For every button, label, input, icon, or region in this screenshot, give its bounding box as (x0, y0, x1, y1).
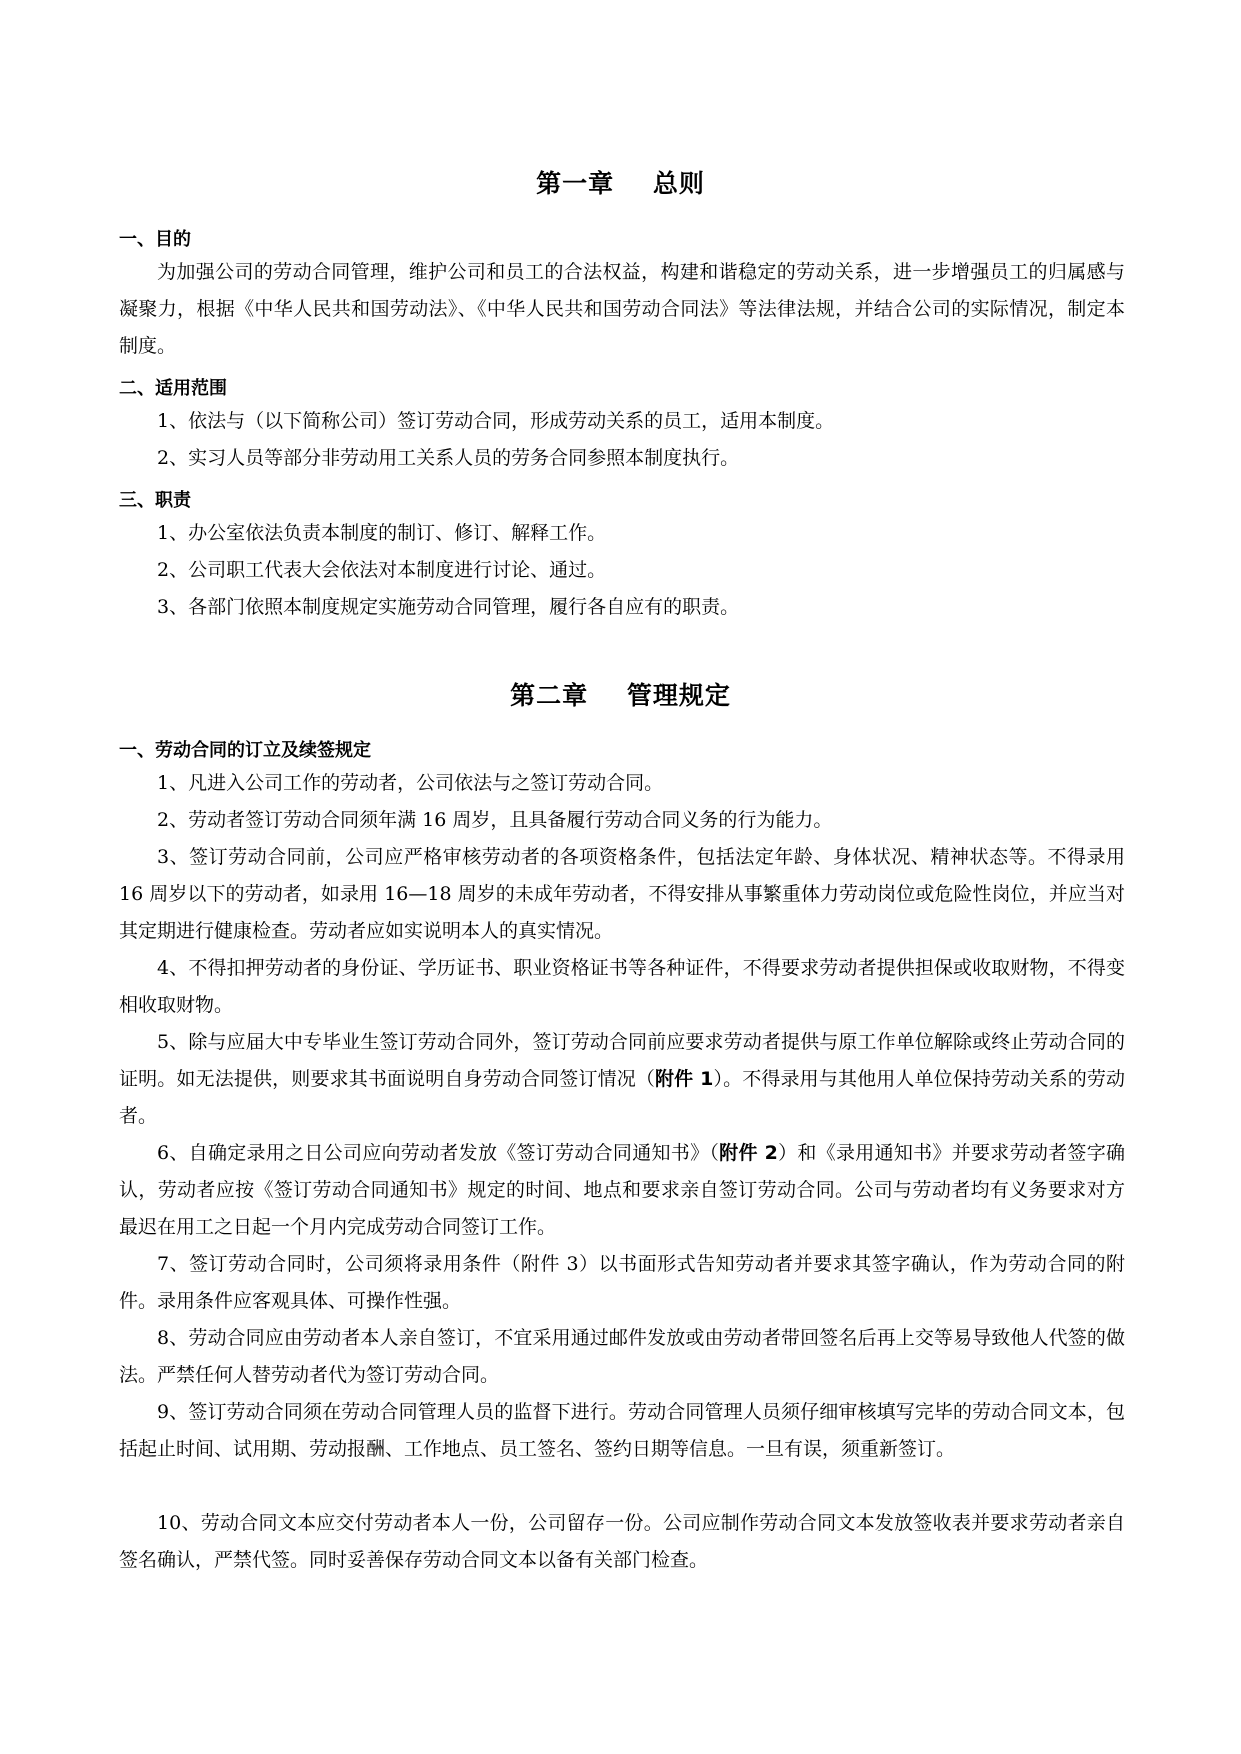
paragraph-rule-9: 9、签订劳动合同须在劳动合同管理人员的监督下进行。劳动合同管理人员须仔细审核填写完毕的劳动合同文本，包括起止时间、试用期、劳动报酬、工作地点、员工签名、签约日期等信息。一旦有误，须重新签订。 (119, 1401, 1125, 1460)
section-heading-duties: 三、职责 (119, 490, 191, 511)
paragraph-scope-2: 2、实习人员等部分非劳动用工关系人员的劳务合同参照本制度执行。 (157, 447, 740, 469)
paragraph-duties-2: 2、公司职工代表大会依法对本制度进行讨论、通过。 (157, 559, 607, 581)
attachment-2-ref: 附件 2 (719, 1142, 778, 1164)
paragraph-rule-1: 1、凡进入公司工作的劳动者，公司依法与之签订劳动合同。 (157, 772, 664, 794)
section-heading-contract-rules: 一、劳动合同的订立及续签规定 (119, 740, 371, 761)
section-heading-scope: 二、适用范围 (119, 378, 227, 399)
paragraph-rule-8: 8、劳动合同应由劳动者本人亲自签订，不宜采用通过邮件发放或由劳动者带回签名后再上交等易导致他人代签的做法。严禁任何人替劳动者代为签订劳动合同。 (119, 1327, 1125, 1386)
paragraph-rule-2: 2、劳动者签订劳动合同须年满 16 周岁，且具备履行劳动合同义务的行为能力。 (157, 809, 833, 831)
paragraph-duties-3: 3、各部门依照本制度规定实施劳动合同管理，履行各自应有的职责。 (157, 596, 740, 618)
paragraph-purpose: 为加强公司的劳动合同管理，维护公司和员工的合法权益，构建和谐稳定的劳动关系，进一步增强员工的归属感与凝聚力，根据《中华人民共和国劳动法》、《中华人民共和国劳动合同法》等法律法规，并结合公司的实际情况，制定本制度。 (119, 261, 1125, 357)
paragraph-rule-6 (119, 1135, 1125, 1246)
rule-5-text-before: 5、除与应届大中专毕业生签订劳动合同外，签订劳动合同前应要求劳动者提供与原工作单位解除或终止劳动合同的证明。如无法提供，则要求其书面说明自身劳动合同签订情况（ (119, 1031, 1125, 1090)
chapter-1-title: 第一章 总则 (536, 169, 705, 198)
paragraph-rule-5 (119, 1024, 1125, 1135)
rule-5-text-after: ）。不得录用与其他用人单位保持劳动关系的劳动者。 (119, 1068, 1125, 1127)
paragraph-rule-4: 4、不得扣押劳动者的身份证、学历证书、职业资格证书等各种证件，不得要求劳动者提供担保或收取财物，不得变相收取财物。 (119, 957, 1125, 1016)
paragraph-scope-1: 1、依法与（以下简称公司）签订劳动合同，形成劳动关系的员工，适用本制度。 (157, 410, 835, 432)
rule-6-text-before: 6、自确定录用之日公司应向劳动者发放《签订劳动合同通知书》（ (157, 1142, 720, 1164)
rule-6-text-after: ）和《录用通知书》并要求劳动者签字确认，劳动者应按《签订劳动合同通知书》规定的时间、地点和要求亲自签订劳动合同。公司与劳动者均有义务要求对方最迟在用工之日起一个月内完成劳动合同签订工作。 (119, 1142, 1125, 1238)
section-heading-purpose: 一、目的 (119, 229, 191, 250)
paragraph-rule-7: 7、签订劳动合同时，公司须将录用条件（附件 3）以书面形式告知劳动者并要求其签字确认，作为劳动合同的附件。录用条件应客观具体、可操作性强。 (119, 1253, 1125, 1312)
paragraph-rule-3: 3、签订劳动合同前，公司应严格审核劳动者的各项资格条件，包括法定年龄、身体状况、精神状态等。不得录用 16 周岁以下的劳动者，如录用 16—18 周岁的未成年劳动者，不得安排从事繁重体力劳动岗位或危险性岗位，并应当对其定期进行健康检查。劳动者应如实说明本人的真实情况。 (119, 846, 1125, 942)
chapter-2-title: 第二章 管理规定 (510, 681, 731, 710)
paragraph-rule-10: 10、劳动合同文本应交付劳动者本人一份，公司留存一份。公司应制作劳动合同文本发放签收表并要求劳动者亲自签名确认，严禁代签。同时妥善保存劳动合同文本以备有关部门检查。 (119, 1512, 1125, 1571)
paragraph-duties-1: 1、办公室依法负责本制度的制订、修订、解释工作。 (157, 522, 607, 544)
attachment-1-ref: 附件 1 (655, 1068, 714, 1090)
